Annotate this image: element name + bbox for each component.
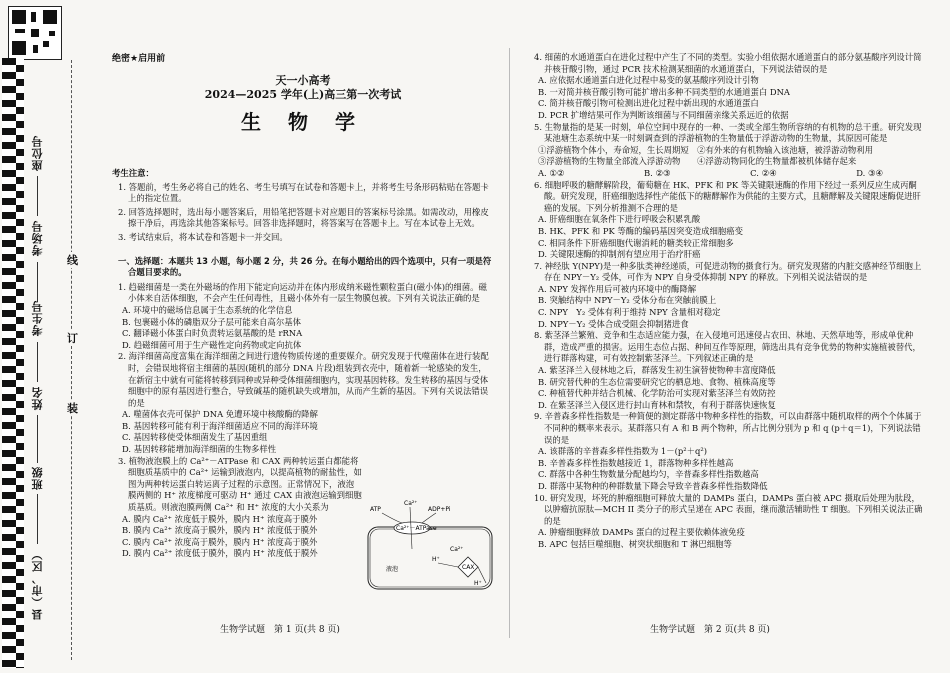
option: C. 膜内 Ca²⁺ 浓度高于膜外，膜内 H⁺ 浓度高于膜外 (122, 536, 318, 547)
question-stem: 1. 趋磁细菌是一类在外磁场的作用下能定向运动并在体内形成纳米磁性颗粒蛋白(磁小体)的细菌。磁小体来自活体细胞，不会产生任何毒性，且磁小体外有一层生物膜包被。下列有关说法正确的是 (118, 281, 487, 304)
binding-dash-line (71, 60, 72, 660)
arrow-adp (422, 513, 436, 523)
question-stem: 4. 细菌的水通道蛋白在进化过程中产生了不同的类型。实验小组依据水通道蛋白的部分氨基酸序列设计简并核苷酸引物，通过 PCR 技术检测某细菌的水通道蛋白，下列说法错误的是 (534, 52, 922, 74)
question-stem: 8. 紫茎泽兰繁殖、竞争和生态适应能力强，在入侵地可迅速侵占农田、林地、天然草地等，形成单优种群，造成严重的损害。运用生态位占据、种间互作等原理，筛选出具有竞争优势的物种实施植被替代，进行群落构建，可有效控制紫茎泽兰。下列叙述正确的是 (534, 330, 921, 364)
option: B. 基因转移可能有利于海洋细菌适应不同的海洋环境 (122, 420, 318, 431)
notice-title: 考生注意： (112, 168, 154, 178)
adp-label: ADP+Pi (428, 506, 451, 513)
binding-mark-zhuang: 装 (67, 402, 78, 415)
option: A. NPY 发挥作用后可被内环境中的酶降解 (538, 283, 697, 294)
transport-diagram (366, 499, 494, 591)
footer-left: 生物学试题 第 1 页(共 8 页) (220, 625, 340, 635)
secret-label: 绝密★启用前 (112, 54, 166, 64)
option: C. ②④ (750, 167, 777, 178)
field-room: 考场号 (31, 220, 44, 256)
option: D. 关键限速酶的抑制剂有望应用于治疗肝癌 (538, 249, 701, 260)
exam-org: 天一小高考 (275, 74, 331, 87)
ca-label-top: Ca²⁺ (404, 500, 418, 507)
option: B. 包裹磁小体的磷脂双分子层可能来自高尔基体 (122, 316, 301, 327)
option: A. 环境中的磁场信息属于生态系统的化学信息 (122, 304, 293, 315)
option: B. 一对简并核苷酸引物可能扩增出多种不同类型的水通道蛋白 DNA (538, 86, 790, 97)
question-stem: 9. 辛普森多样性指数是一种简便的测定群落中物种多样性的指数，可以由群落中随机取样的两个个体属于不同种的概率来表示。某群落只有 A 和 B 两个物种，所占比例分别为 p 和 q (p＋q＝1)，下列说法错误的是 (534, 411, 922, 445)
field-line (37, 262, 38, 302)
footer-right: 生物学试题 第 2 页(共 8 页) (650, 625, 770, 635)
option: A. 应依据水通道蛋白进化过程中易变的氨基酸序列设计引物 (538, 75, 759, 86)
option: D. ③④ (856, 167, 883, 178)
option: A. ①② (538, 167, 565, 178)
notice-item: 3. 考试结束后，将本试卷和答题卡一并交回。 (118, 231, 288, 242)
field-class: 班级 (31, 466, 44, 490)
question-stem: 5. 生物量指的是某一时刻，单位空间中现存的一种、一类或全部生物所容纳的有机物的总干重。研究发现某池塘生态系统中某一时刻调查到的浮游植物的生物量低于浮游动物的生物量，其原因可能是 (534, 121, 922, 144)
section-heading: 一、选择题：本题共 13 小题，每小题 2 分，共 26 分。在每小题给出的四个选项中，只有一项是符合题目要求的。 (118, 255, 492, 278)
option: B. 辛普森多样性指数越接近 1，群落物种多样性越高 (538, 457, 734, 468)
field-candidate-no: 考生号 (31, 300, 44, 336)
notice-item: 1. 答题前，考生务必将自己的姓名、考生号填写在试卷和答题卡上，并将考生号条形码粘贴在答题卡上的指定位置。 (118, 181, 489, 204)
option: D. 膜内 Ca²⁺ 浓度低于膜外，膜内 H⁺ 浓度低于膜外 (122, 548, 318, 559)
statement: ①浮游植物个体小，寿命短，生长周期短 ②有外来的有机物输入该池塘，被浮游动物利用 (538, 144, 873, 155)
option: D. NPY－Y₂ 受体合成受阻会抑制猪进食 (538, 318, 689, 329)
option: B. ②③ (644, 167, 671, 178)
option: B. 膜内 Ca²⁺ 浓度高于膜外，膜内 H⁺ 浓度低于膜外 (122, 525, 318, 536)
right-column (528, 52, 923, 551)
vacuole-membrane-inner (370, 529, 490, 587)
option: C. 种植替代种并结合机械、化学防治可实现对紫茎泽兰有效防控 (538, 388, 776, 399)
h-label-in: H⁺ (432, 556, 440, 563)
option: A. 噬菌体衣壳可保护 DNA 免遭环境中核酸酶的降解 (122, 409, 318, 420)
timing-marks-inner (16, 58, 24, 668)
arrow-atp (382, 513, 402, 523)
question-stem: 3. 植物液泡膜上的 Ca²⁺－ATPase 和 CAX 两种转运蛋白都能将细胞质基质中的 Ca²⁺ 运输到液泡内，以提高植物的耐盐性，如图为两种转运蛋白转运离子过程的示意图。正常情况下，液泡膜两侧的 H⁺ 浓度梯度可驱动 H⁺ 通过 CAX 由液泡运输到细胞质基质。则液泡膜两侧 Ca²⁺ 和 H⁺ 浓度的大小关系为 (118, 455, 362, 513)
option: D. 群落中某物种的种群数量下降会导致辛普森多样性指数降低 (538, 480, 768, 491)
field-name: 姓名 (31, 386, 44, 410)
option: B. HK、PFK 和 PK 等酶的编码基因突变造成细胞癌变 (538, 225, 743, 236)
option: C. 基因转移使受体细菌发生了基因重组 (122, 432, 268, 443)
option: D. 在紫茎泽兰入侵区进行封山育林和禁牧，有利于群落快速恢复 (538, 399, 776, 410)
binding-mark-line: 线 (67, 254, 78, 267)
exam-year: 2024—2025 学年(上)高三第一次考试 (204, 88, 402, 101)
option: C. 简并核苷酸引物可检测出进化过程中新出现的水通道蛋白 (538, 98, 759, 109)
qr-code-icon (8, 6, 62, 60)
vacuole-label: 液泡 (386, 566, 399, 573)
page-title: 生 物 学 (241, 110, 365, 134)
option-row (528, 168, 923, 180)
option: B. 研究替代种的生态位需要研究它的栖息地、食物、植株高度等 (538, 376, 776, 387)
h-label-out: H⁺ (474, 580, 482, 587)
ca-label-cax: Ca²⁺ (450, 546, 464, 553)
field-seat: 座位号 (31, 135, 44, 171)
option: D. 基因转移能增加海洋细菌的生物多样性 (122, 444, 277, 455)
field-line (37, 415, 38, 463)
binding-strip (0, 0, 100, 673)
option: C. 相同条件下肝癌细胞代谢消耗的糖类较正常细胞多 (538, 237, 734, 248)
option: D. 趋磁细菌可用于生产磁性定向药物或定向抗体 (122, 339, 302, 350)
question-stem: 10. 研究发现，坏死的肿瘤细胞可释放大量的 DAMPs 蛋白，DAMPs 蛋白被 APC 摄取后处理为肽段，以肿瘤抗原肽—MCH II 类分子的形式呈递在 APC 表面，继而激活辅助性 T 细胞。下列相关说法正确的是 (534, 492, 923, 526)
field-line (37, 176, 38, 216)
timing-marks (2, 58, 16, 668)
arrow-h (438, 563, 458, 567)
option: A. 膜内 Ca²⁺ 浓度低于膜外，膜内 H⁺ 浓度高于膜外 (122, 513, 318, 524)
binding-mark-ding: 订 (67, 332, 78, 345)
option: A. 肝癌细胞在氧条件下进行呼吸会积累乳酸 (538, 214, 701, 225)
field-line (37, 494, 38, 544)
pump-label: Ca²⁺－ATPase (396, 525, 437, 532)
option: C. NPY Y₂ 受体有利于维持 NPY 含量相对稳定 (538, 307, 721, 318)
option: A. 肿瘤细胞释放 DAMPs 蛋白的过程主要依赖体液免疫 (538, 527, 745, 538)
field-county: 县（市、区） (31, 548, 44, 620)
statement: ③浮游植物的生物量全部流入浮游动物 ④浮游动物同化的生物量都被机体储存起来 (538, 156, 857, 167)
question-stem: 6. 细胞呼吸的糖酵解阶段，葡萄糖在 HK、PFK 和 PK 等关键限速酶的作用下经过一系列反应生成丙酮酸。研究发现，肝癌细胞选择性产能低下的糖酵解作为供能的主要方式，且糖酵解及关键限速酶促进肝癌的发展。下列分析推测不合理的是 (534, 179, 921, 213)
question-stem: 7. 神经肽 Y(NPY)是一种多肽类神经递质，可促进动物的摄食行为。研究发现猪的内脏交感神经节细胞上存在 NPY－Y₂ 受体，可作为 NPY 自身受体抑制 NPY 的释放。下列相关说法错误的是 (534, 260, 922, 283)
option: C. 翻译磁小体蛋白时负责转运氨基酸的是 rRNA (122, 328, 303, 339)
column-divider (509, 48, 510, 638)
question-stem: 2. 海洋细菌高度富集在海洋细菌之间进行遗传物质传递的重要媒介。研究发现于代噬菌体在进行装配时，会错误地将宿主细菌的基因(随机的部分 DNA 片段)组装到衣壳中，随着新一轮感染的发生，在新宿主中就有可能将转移到同种或异种受体细菌细胞内，实现基因转移。发生转移的基因与受体细胞中的原有基因进行整合，导致碱基的随机缺失或增加，从而产生新的基因。下列有关说法错误的是 (118, 351, 489, 408)
field-line (37, 342, 38, 382)
option: C. 群落中各种生物数量分配越均匀，辛普森多样性指数越高 (538, 469, 759, 480)
option: D. PCR 扩增结果可作为判断该细菌与不同细菌亲缘关系远近的依据 (538, 109, 789, 120)
option: B. 突触结构中 NPY－Y₂ 受体分布在突触前膜上 (538, 295, 717, 306)
atp-label: ATP (370, 506, 381, 513)
cax-label: CAX (462, 564, 475, 571)
option: B. APC 包括巨噬细胞、树突状细胞和 T 淋巴细胞等 (538, 538, 732, 549)
option: A. 该群落的辛普森多样性指数为 1－(p²＋q²) (538, 446, 707, 457)
notice-item: 2. 回答选择题时，选出每小题答案后，用铅笔把答题卡对应题目的答案标号涂黑。如需改动，用橡皮擦干净后，再选涂其他答案标号。回答非选择题时，将答案写在答题卡上。写在本试卷上无效。 (118, 206, 489, 229)
option: A. 紫茎泽兰入侵林地之后，群落发生初生演替使物种丰富度降低 (538, 365, 776, 376)
